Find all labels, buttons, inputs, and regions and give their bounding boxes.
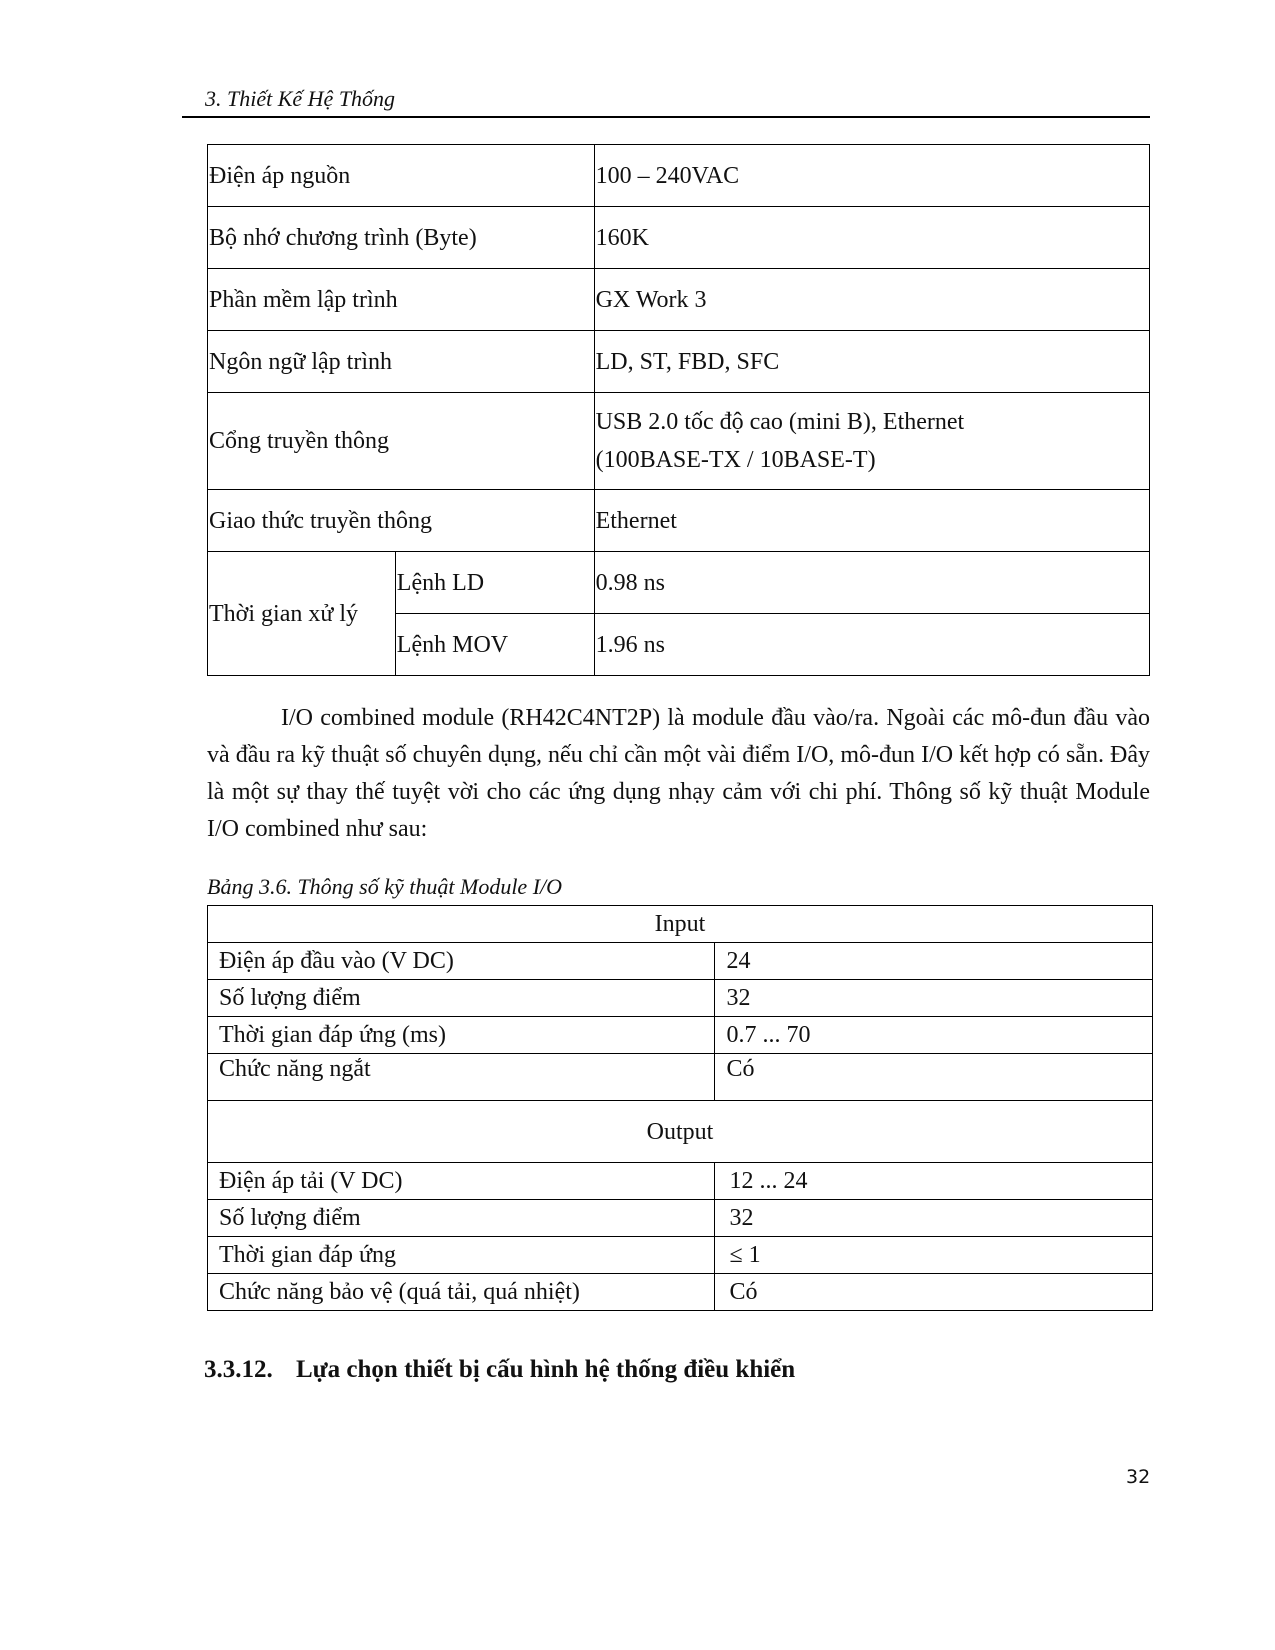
io-label: Chức năng bảo vệ (quá tải, quá nhiệt) bbox=[208, 1274, 715, 1311]
spec-value: 160K bbox=[594, 207, 1149, 269]
spec-value: Ethernet bbox=[594, 490, 1149, 552]
io-value: 32 bbox=[715, 980, 1153, 1017]
section-header-row bbox=[208, 1101, 1153, 1163]
table-caption: Bảng 3.6. Thông số kỹ thuật Module I/O bbox=[207, 874, 563, 899]
processing-value: 0.98 ns bbox=[594, 552, 1149, 614]
running-header: 3. Thiết Kế Hệ Thống bbox=[205, 86, 396, 111]
table-row bbox=[208, 1163, 1153, 1200]
io-label: Chức năng ngắt bbox=[208, 1054, 715, 1101]
io-label: Thời gian đáp ứng (ms) bbox=[208, 1017, 715, 1054]
table-row bbox=[208, 207, 1150, 269]
io-value: Có bbox=[715, 1274, 1153, 1311]
section-title: Lựa chọn thiết bị cấu hình hệ thống điều khiển bbox=[296, 1356, 796, 1383]
io-value: ≤ 1 bbox=[715, 1237, 1153, 1274]
table-row bbox=[208, 980, 1153, 1017]
table-row bbox=[208, 1274, 1153, 1311]
table-row bbox=[208, 943, 1153, 980]
section-number: 3.3.12. bbox=[204, 1356, 273, 1383]
spec-label: Cổng truyền thông bbox=[208, 393, 595, 490]
output-header: Output bbox=[208, 1101, 1153, 1163]
input-header: Input bbox=[208, 906, 1153, 943]
io-label: Thời gian đáp ứng bbox=[208, 1237, 715, 1274]
spec-table bbox=[207, 144, 1150, 676]
io-label: Số lượng điểm bbox=[208, 1200, 715, 1237]
spec-label: Giao thức truyền thông bbox=[208, 490, 595, 552]
io-value: 12 ... 24 bbox=[715, 1163, 1153, 1200]
io-module-table bbox=[207, 905, 1153, 1311]
table-row bbox=[208, 393, 1150, 490]
io-value: 0.7 ... 70 bbox=[715, 1017, 1153, 1054]
table-row bbox=[208, 269, 1150, 331]
table-row bbox=[208, 1200, 1153, 1237]
spec-value: GX Work 3 bbox=[594, 269, 1149, 331]
io-label: Điện áp đầu vào (V DC) bbox=[208, 943, 715, 980]
table-row bbox=[208, 490, 1150, 552]
spec-label: Ngôn ngữ lập trình bbox=[208, 331, 595, 393]
processing-sub-label: Lệnh LD bbox=[395, 552, 594, 614]
spec-value: LD, ST, FBD, SFC bbox=[594, 331, 1149, 393]
table-row bbox=[208, 1237, 1153, 1274]
spec-label: Phần mềm lập trình bbox=[208, 269, 595, 331]
page-number: 32 bbox=[1126, 1466, 1151, 1488]
io-label: Điện áp tải (V DC) bbox=[208, 1163, 715, 1200]
spec-value-line: (100BASE-TX / 10BASE-T) bbox=[595, 447, 876, 473]
spec-value: 100 – 240VAC bbox=[594, 145, 1149, 207]
spec-value-line: USB 2.0 tốc độ cao (mini B), Ethernet bbox=[595, 409, 965, 435]
io-value: Có bbox=[715, 1054, 1153, 1101]
paragraph-text: I/O combined module (RH42C4NT2P) là module đầu vào/ra. Ngoài các mô-đun đầu vào và đầu ra kỹ thuật số chuyên dụng, nếu chỉ cần một vài điểm I/O, mô-đun I/O kết hợp có sẵn. Đây là một sự thay thế tuyệt vời cho các ứng dụng nhạy cảm với chi phí. Thông số kỹ thuật Module I/O combined như sau: bbox=[207, 705, 1150, 842]
spec-label: Điện áp nguồn bbox=[208, 145, 595, 207]
io-label: Số lượng điểm bbox=[208, 980, 715, 1017]
header-rule bbox=[182, 116, 1150, 118]
processing-value: 1.96 ns bbox=[594, 614, 1149, 676]
spec-label: Bộ nhớ chương trình (Byte) bbox=[208, 207, 595, 269]
table-row bbox=[208, 331, 1150, 393]
table-row bbox=[208, 1017, 1153, 1054]
processing-time-label: Thời gian xử lý bbox=[208, 552, 396, 676]
table-row bbox=[208, 552, 1150, 614]
body-paragraph bbox=[207, 700, 1150, 848]
spec-value bbox=[594, 393, 1149, 490]
section-header-row bbox=[208, 906, 1153, 943]
table-row bbox=[208, 145, 1150, 207]
processing-sub-label: Lệnh MOV bbox=[395, 614, 594, 676]
io-value: 32 bbox=[715, 1200, 1153, 1237]
section-heading bbox=[204, 1356, 795, 1384]
io-value: 24 bbox=[715, 943, 1153, 980]
table-row bbox=[208, 1054, 1153, 1101]
